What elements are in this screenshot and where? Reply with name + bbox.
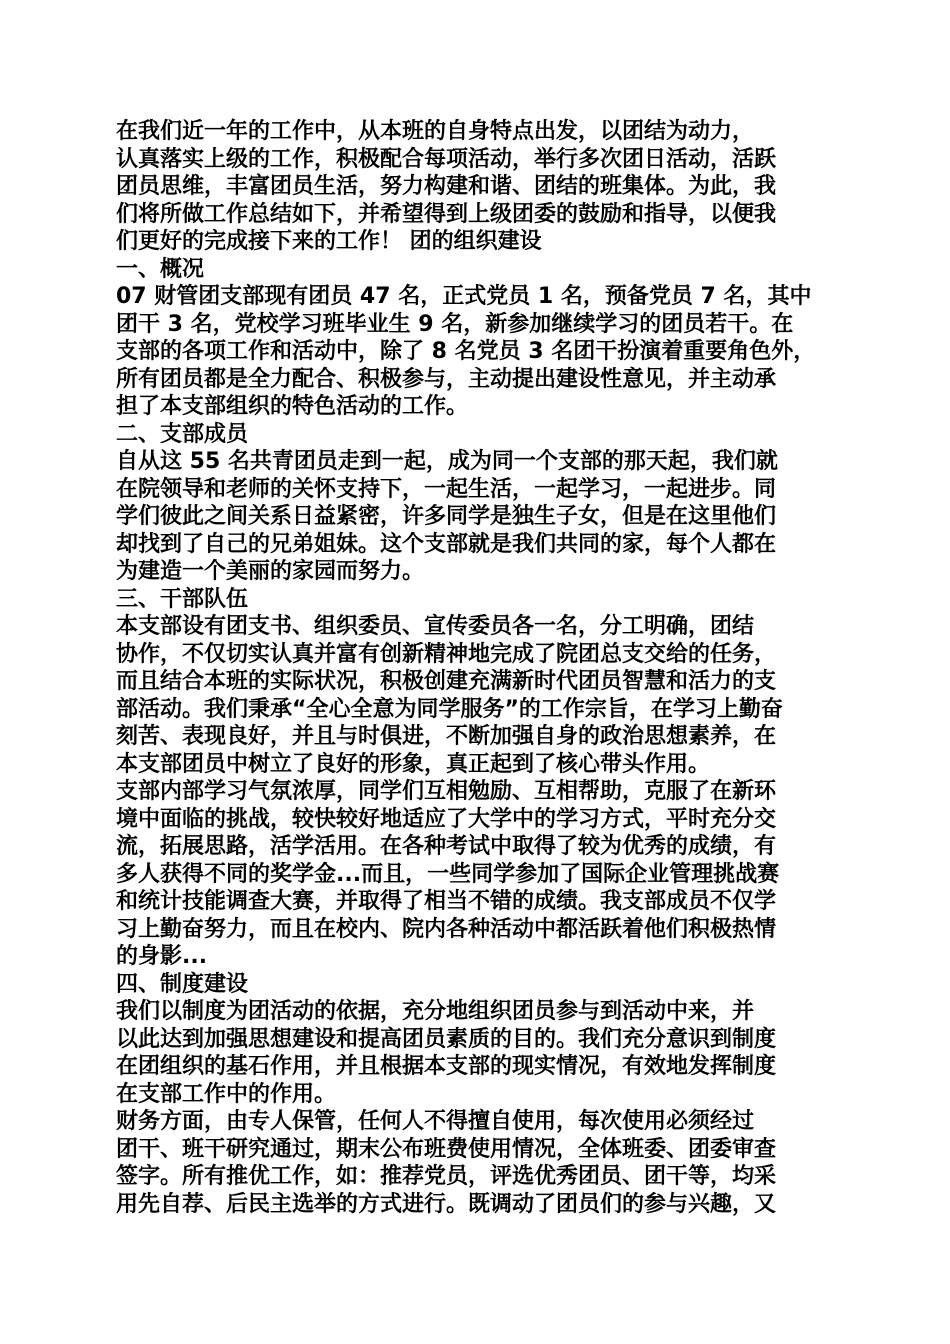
text-line: 流，拓展思路，活学活用。在各种考试中取得了较为优秀的成绩，有 <box>116 834 777 859</box>
text-line: 自从这 55 名共青团员走到一起，成为同一个支部的那天起，我们就 <box>116 449 778 474</box>
text-line: 部活动。我们秉承“全心全意为同学服务”的工作宗旨，在学习上勤奋 <box>116 696 783 722</box>
text-line: 所有团员都是全力配合、积极参与，主动提出建设性意见，并主动承 <box>116 366 777 392</box>
text-line: 二、支部成员 <box>116 421 249 447</box>
text-line: 和统计技能调查大赛，并取得了相当不错的成绩。我支部成员不仅学 <box>116 889 777 914</box>
text-line: 协作，不仅切实认真并富有创新精神地完成了院团总支交给的任务， <box>116 641 777 667</box>
text-line: 用先自荐、后民主选举的方式进行。既调动了团员们的参与兴趣，又 <box>116 1191 777 1217</box>
text-line: 们更好的完成接下来的工作！ 团的组织建设 <box>116 229 542 254</box>
text-line: 刻苦、表现良好，并且与时俱进，不断加强自身的政治思想素养，在 <box>116 724 777 749</box>
text-line: 担了本支部组织的特色活动的工作。 <box>116 394 469 419</box>
text-line: 在团组织的基石作用，并且根据本支部的现实情况，有效地发挥制度 <box>116 1054 777 1079</box>
text-line: 境中面临的挑战，较快较好地适应了大学中的学习方式，平时充分交 <box>116 806 777 832</box>
text-line: 多人获得不同的奖学金...而且，一些同学参加了国际企业管理挑战赛 <box>116 861 780 887</box>
text-line: 在我们近一年的工作中，从本班的自身特点出发，以团结为动力， <box>116 119 755 144</box>
text-line: 支部的各项工作和活动中，除了 8 名党员 3 名团干扮演着重要角色外， <box>116 339 816 364</box>
text-line: 团干 3 名，党校学习班毕业生 9 名，新参加继续学习的团员若干。在 <box>116 311 794 337</box>
text-line: 在院领导和老师的关怀支持下，一起生活，一起学习，一起进步。同 <box>116 476 777 502</box>
text-line: 团干、班干研究通过，期末公布班费使用情况，全体班委、团委审查 <box>116 1136 777 1162</box>
text-line: 为建造一个美丽的家园而努力。 <box>116 559 425 584</box>
text-line: 学们彼此之间关系日益紧密，许多同学是独生子女，但是在这里他们 <box>116 504 777 529</box>
text-line: 我们以制度为团活动的依据，充分地组织团员参与到活动中来，并 <box>116 999 755 1024</box>
text-line: 签字。所有推优工作，如：推荐党员，评选优秀团员、团干等，均采 <box>116 1164 777 1189</box>
text-line: 财务方面，由专人保管，任何人不得擅自使用，每次使用必须经过 <box>116 1109 755 1134</box>
text-line: 支部内部学习气氛浓厚，同学们互相勉励、互相帮助，克服了在新环 <box>116 779 777 804</box>
text-line: 三、干部队伍 <box>116 586 249 612</box>
text-line: 认真落实上级的工作，积极配合每项活动，举行多次团日活动，活跃 <box>116 146 777 172</box>
text-line: 四、制度建设 <box>116 971 249 997</box>
text-line: 而且结合本班的实际状况，积极创建充满新时代团员智慧和活力的支 <box>116 669 777 694</box>
text-line: 却找到了自己的兄弟姐妹。这个支部就是我们共同的家，每个人都在 <box>116 531 777 557</box>
document-body <box>116 118 846 1218</box>
text-line: 们将所做工作总结如下，并希望得到上级团委的鼓励和指导，以便我 <box>116 201 777 227</box>
text-line: 在支部工作中的作用。 <box>116 1081 337 1107</box>
text-line: 本支部设有团支书、组织委员、宣传委员各一名，分工明确，团结 <box>116 614 755 639</box>
text-line: 团员思维，丰富团员生活，努力构建和谐、团结的班集体。为此，我 <box>116 174 777 199</box>
text-line: 一、概况 <box>116 256 205 282</box>
text-line: 的身影... <box>116 944 208 969</box>
text-line: 以此达到加强思想建设和提高团员素质的目的。我们充分意识到制度 <box>116 1026 777 1052</box>
text-line: 07 财管团支部现有团员 47 名，正式党员 1 名，预备党员 7 名，其中 <box>116 284 812 309</box>
text-line: 本支部团员中树立了良好的形象，真正起到了核心带头作用。 <box>116 751 711 777</box>
text-line: 习上勤奋努力，而且在校内、院内各种活动中都活跃着他们积极热情 <box>116 916 777 942</box>
